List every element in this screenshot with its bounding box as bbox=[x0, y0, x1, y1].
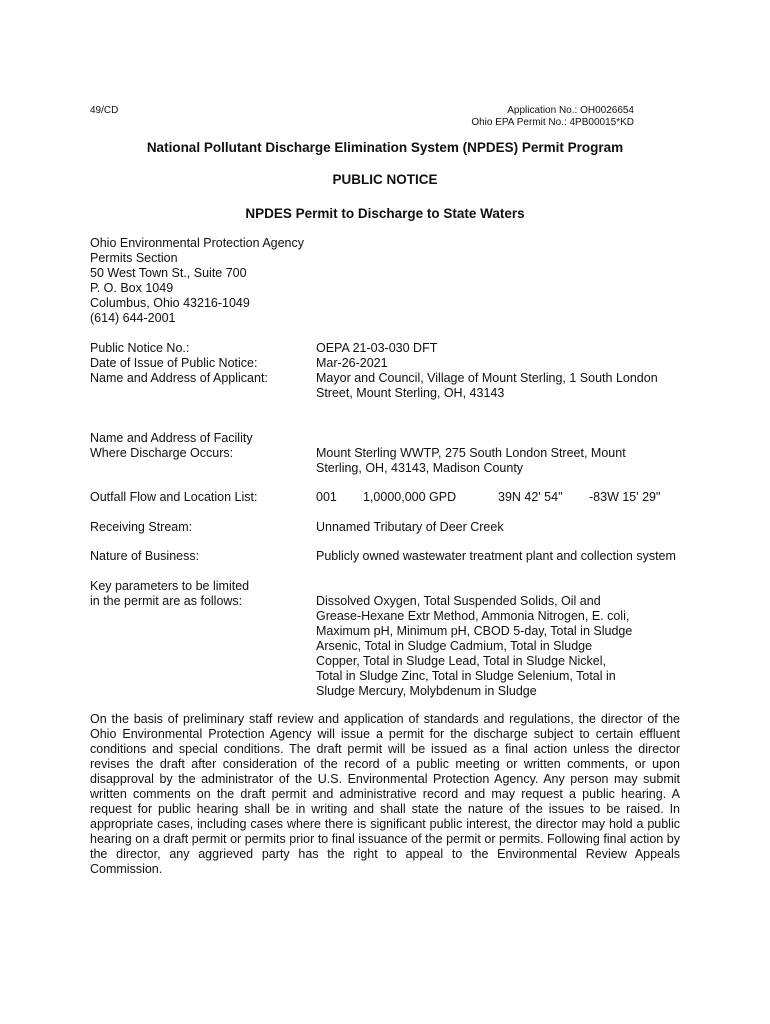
outfall-flow: 1,0000,000 GPD bbox=[363, 490, 457, 504]
outfall-id: 001 bbox=[316, 490, 337, 504]
receiving-stream-label: Receiving Stream: bbox=[90, 520, 193, 534]
application-number: Application No.: OH0026654 bbox=[507, 105, 634, 116]
notice-number-label: Public Notice No.: bbox=[90, 341, 190, 355]
receiving-stream-value: Unnamed Tributary of Deer Creek bbox=[316, 520, 504, 534]
parameters-label-line-2: in the permit are as follows: bbox=[90, 594, 243, 608]
permit-title: NPDES Permit to Discharge to State Waters bbox=[245, 206, 525, 221]
applicant-value: Mayor and Council, Village of Mount Sterling, 1 South London Street, Mount Sterling, OH, 43143 bbox=[316, 371, 658, 400]
issue-date-value: Mar-26-2021 bbox=[316, 356, 388, 370]
outfall-row bbox=[316, 490, 676, 505]
agency-section: Permits Section bbox=[90, 251, 178, 265]
notice-number-value: OEPA 21-03-030 DFT bbox=[316, 341, 438, 355]
notice-body-paragraph: On the basis of preliminary staff review and application of standards and regulations, the director of the Ohio Environmental Protection Agency will issue a permit for the discharge subject to certain effluent conditions and special conditions. The draft permit will be issued as a final action unless the director revises the draft after consideration of the record of a public meeting or written comments, or upon disapproval by the administrator of the U.S. Environmental Protection Agency. Any person may submit written comments on the draft permit and administrative record and may request a public hearing. A request for public hearing shall be in writing and shall state the nature of the issues to be raised. In appropriate cases, including cases where there is significant public interest, the director may hold a public hearing on a draft permit or permits prior to final issuance of the permit or permits. Following final action by the director, any aggrieved party has the right to appeal to the Environmental Review Appeals Commission. bbox=[90, 712, 680, 876]
agency-phone: (614) 644-2001 bbox=[90, 311, 176, 325]
agency-address-block bbox=[90, 236, 304, 326]
facility-label-line-1: Name and Address of Facility bbox=[90, 431, 253, 445]
document-code: 49/CD bbox=[90, 105, 119, 116]
agency-city: Columbus, Ohio 43216-1049 bbox=[90, 296, 250, 310]
agency-street: 50 West Town St., Suite 700 bbox=[90, 266, 247, 280]
business-label: Nature of Business: bbox=[90, 549, 200, 563]
epa-permit-number: Ohio EPA Permit No.: 4PB00015*KD bbox=[471, 117, 634, 128]
agency-po-box: P. O. Box 1049 bbox=[90, 281, 174, 295]
permit-identifiers bbox=[471, 105, 634, 129]
issue-date-label: Date of Issue of Public Notice: bbox=[90, 356, 258, 370]
outfall-label: Outfall Flow and Location List: bbox=[90, 490, 258, 504]
facility-value: Mount Sterling WWTP, 275 South London Street, Mount Sterling, OH, 43143, Madison County bbox=[316, 446, 626, 475]
program-title: National Pollutant Discharge Elimination System (NPDES) Permit Program bbox=[146, 140, 624, 155]
parameters-value: Dissolved Oxygen, Total Suspended Solids, Oil and Grease-Hexane Extr Method, Ammonia Nitrogen, E. coli, Maximum pH, Minimum pH, CBOD 5-day, Total in Sludge Arsenic, Total in Sludge Cadmium, Total in Sludge Copper, Total in Sludge Lead, Total in Sludge Nickel, Total in Sludge Zinc, Total in Sludge Selenium, Total in Sludge Mercury, Molybdenum in Sludge bbox=[316, 594, 633, 698]
outfall-latitude: 39N 42' 54" bbox=[498, 490, 563, 504]
business-value: Publicly owned wastewater treatment plant and collection system bbox=[316, 549, 676, 563]
notice-title: PUBLIC NOTICE bbox=[332, 172, 438, 187]
parameters-label-line-1: Key parameters to be limited bbox=[90, 579, 250, 593]
facility-label-line-2: Where Discharge Occurs: bbox=[90, 446, 234, 460]
applicant-label: Name and Address of Applicant: bbox=[90, 371, 268, 385]
agency-name: Ohio Environmental Protection Agency bbox=[90, 236, 305, 250]
outfall-longitude: -83W 15' 29" bbox=[589, 490, 661, 504]
